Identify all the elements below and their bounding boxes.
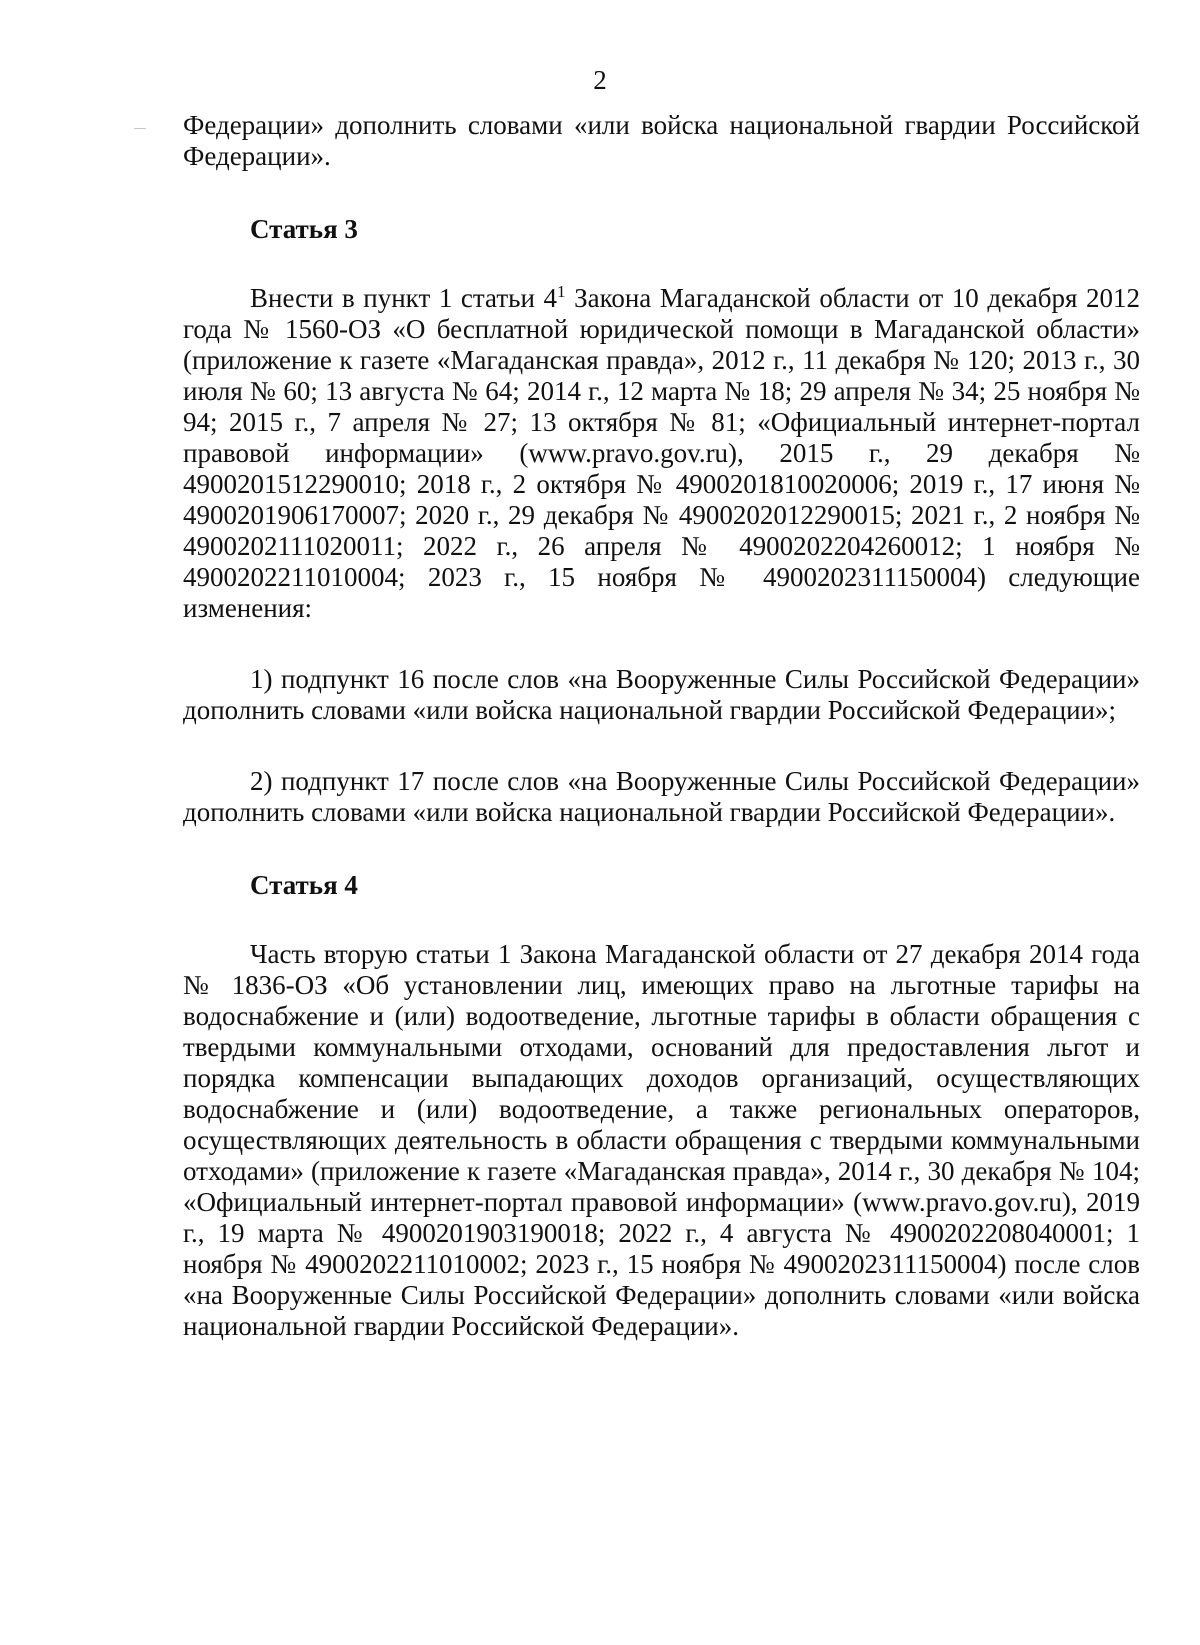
- article-4-text: Часть вторую статьи 1 Закона Магаданской области от 27 декабря 2014 года № 1836-ОЗ «Об установлении лиц, имеющих право на льготные тарифы на водоснабжение и (или) водоотведение, льготные тарифы в области обращения с твердыми коммунальными отходами, оснований для предоставления льгот и порядка компенсации выпадающих доходов организаций, осуществляющих водоснабжение и (или) водоотведение, а также региональных операторов, осуществляющих деятельность в области обращения с твердыми коммунальными отходами» (приложение к газете «Магаданская правда», 2014 г., 30 декабря № 104; «Официальный интернет-портал правовой информации» (www.pravo.gov.ru), 2019 г., 19 марта № 4900201903190018; 2022 г., 4 августа № 4900202208040001; 1 ноября № 4900202211010002; 2023 г., 15 ноября № 4900202311150004) после слов «на Вооруженные Силы Российской Федерации» дополнить словами «или войска национальной гвардии Российской Федерации».: [183, 939, 1140, 1341]
- document-body: [183, 110, 1140, 1342]
- article-3-item-1: 1) подпункт 16 после слов «на Вооруженные Силы Российской Федерации» дополнить словами «или войска национальной гвардии Российской Федерации»;: [183, 664, 1140, 725]
- article-3-heading: Статья 3: [250, 214, 358, 244]
- article-3-intro: [183, 283, 1140, 624]
- article-3-item-2: 2) подпункт 17 после слов «на Вооруженные Силы Российской Федерации» дополнить словами «или войска национальной гвардии Российской Федерации».: [183, 766, 1140, 827]
- continuation-paragraph: Федерации» дополнить словами «или войска национальной гвардии Российской Федерации».: [183, 110, 1140, 171]
- margin-mark: [134, 128, 146, 129]
- article-3-intro-rest: Закона Магаданской области от 10 декабря 2012 года № 1560-ОЗ «О бесплатной юридической помощи в Магаданской области» (приложение к газете «Магаданская правда», 2012 г., 11 декабря № 120; 2013 г., 30 июля № 60; 13 августа № 64; 2014 г., 12 марта № 18; 29 апреля № 34; 25 ноября № 94; 2015 г., 7 апреля № 27; 13 октября № 81; «Официальный интернет-портал правовой информации» (www.pravo.gov.ru), 2015 г., 29 декабря № 4900201512290010; 2018 г., 2 октября № 4900201810020006; 2019 г., 17 июня № 4900201906170007; 2020 г., 29 декабря № 4900202012290015; 2021 г., 2 ноября № 4900202111020011; 2022 г., 26 апреля № 4900202204260012; 1 ноября № 4900202211010004; 2023 г., 15 ноября № 4900202311150004) следующие изменения:: [183, 283, 1140, 623]
- article-3-superscript: 1: [556, 282, 566, 301]
- article-3-intro-start: Внести в пункт 1 статьи 4: [250, 283, 557, 313]
- article-4-heading: Статья 4: [250, 870, 358, 900]
- page-number: 2: [593, 65, 607, 95]
